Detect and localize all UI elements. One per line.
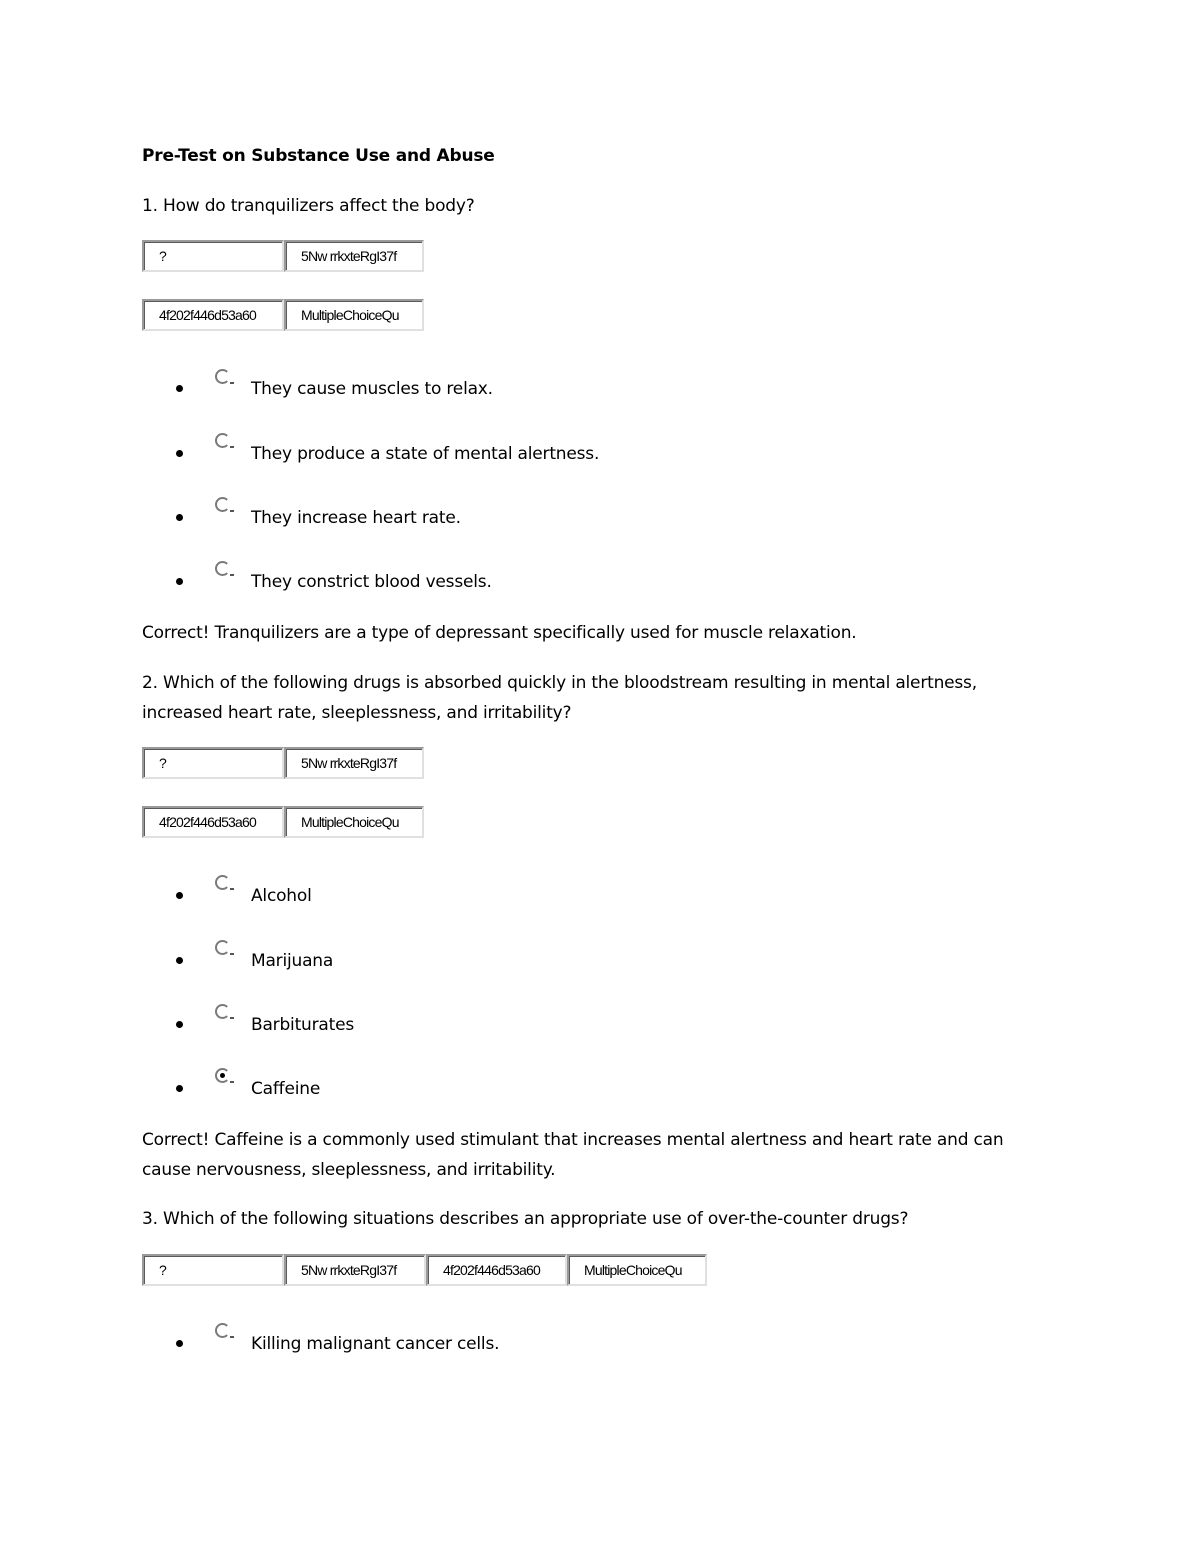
question-1-option-3-label: They increase heart rate. [251, 508, 461, 528]
question-2-feedback: Correct! Caffeine is a commonly used stimulant that increases mental alertness and heart rate and can cause nervousness, sleeplessness, and irritability. [142, 1130, 1004, 1180]
question-2-field-hash[interactable]: 4f202f446d53a60 [142, 806, 284, 838]
document-title: Pre-Test on Substance Use and Abuse [142, 146, 495, 166]
question-1-field-code[interactable]: 5Nw rrkxteRgI37f [284, 240, 424, 272]
bullet-icon [176, 1021, 183, 1028]
question-2-option-2-radio[interactable] [215, 940, 230, 955]
question-1-option-4-radio[interactable] [215, 561, 230, 576]
question-1-field-type[interactable]: MultipleChoiceQu [284, 299, 424, 331]
question-1-option-4-label: They constrict blood vessels. [251, 572, 492, 592]
question-1-field-hash[interactable]: 4f202f446d53a60 [142, 299, 284, 331]
question-3-prompt: 3. Which of the following situations describes an appropriate use of over-the-counter drugs? [142, 1209, 909, 1229]
question-2-field-code[interactable]: 5Nw rrkxteRgI37f [284, 747, 424, 779]
question-1-option-1-radio[interactable] [215, 369, 230, 384]
question-2-option-2-label: Marijuana [251, 951, 334, 971]
question-2-option-4-radio[interactable] [215, 1068, 230, 1083]
question-3-field-code[interactable]: 5Nw rrkxteRgI37f [284, 1254, 426, 1286]
question-1-feedback: Correct! Tranquilizers are a type of depressant specifically used for muscle relaxation. [142, 623, 857, 643]
question-1-option-3-radio[interactable] [215, 497, 230, 512]
question-3-option-1-radio[interactable] [215, 1323, 230, 1338]
bullet-icon [176, 514, 183, 521]
question-3-field-type[interactable]: MultipleChoiceQu [567, 1254, 707, 1286]
question-3-field-hash[interactable]: 4f202f446d53a60 [426, 1254, 567, 1286]
bullet-icon [176, 578, 183, 585]
question-1-field-q[interactable]: ? [142, 240, 284, 272]
question-2-prompt: 2. Which of the following drugs is absorbed quickly in the bloodstream resulting in mental alertness, increased heart rate, sleeplessness, and irritability? [142, 673, 977, 723]
question-2-field-q[interactable]: ? [142, 747, 284, 779]
bullet-icon [176, 450, 183, 457]
question-1-prompt: 1. How do tranquilizers affect the body? [142, 196, 475, 216]
question-1-option-1-label: They cause muscles to relax. [251, 379, 493, 399]
question-2-option-3-radio[interactable] [215, 1004, 230, 1019]
question-2-option-1-label: Alcohol [251, 886, 312, 906]
question-2-option-1-radio[interactable] [215, 875, 230, 890]
question-3-field-q[interactable]: ? [142, 1254, 284, 1286]
question-2-option-3-label: Barbiturates [251, 1015, 355, 1035]
question-3-option-1-label: Killing malignant cancer cells. [251, 1334, 500, 1354]
question-2-option-4-label: Caffeine [251, 1079, 321, 1099]
bullet-icon [176, 1340, 183, 1347]
bullet-icon [176, 1085, 183, 1092]
bullet-icon [176, 385, 183, 392]
question-2-field-type[interactable]: MultipleChoiceQu [284, 806, 424, 838]
question-1-option-2-label: They produce a state of mental alertness. [251, 444, 600, 464]
bullet-icon [176, 957, 183, 964]
bullet-icon [176, 892, 183, 899]
question-1-option-2-radio[interactable] [215, 433, 230, 448]
